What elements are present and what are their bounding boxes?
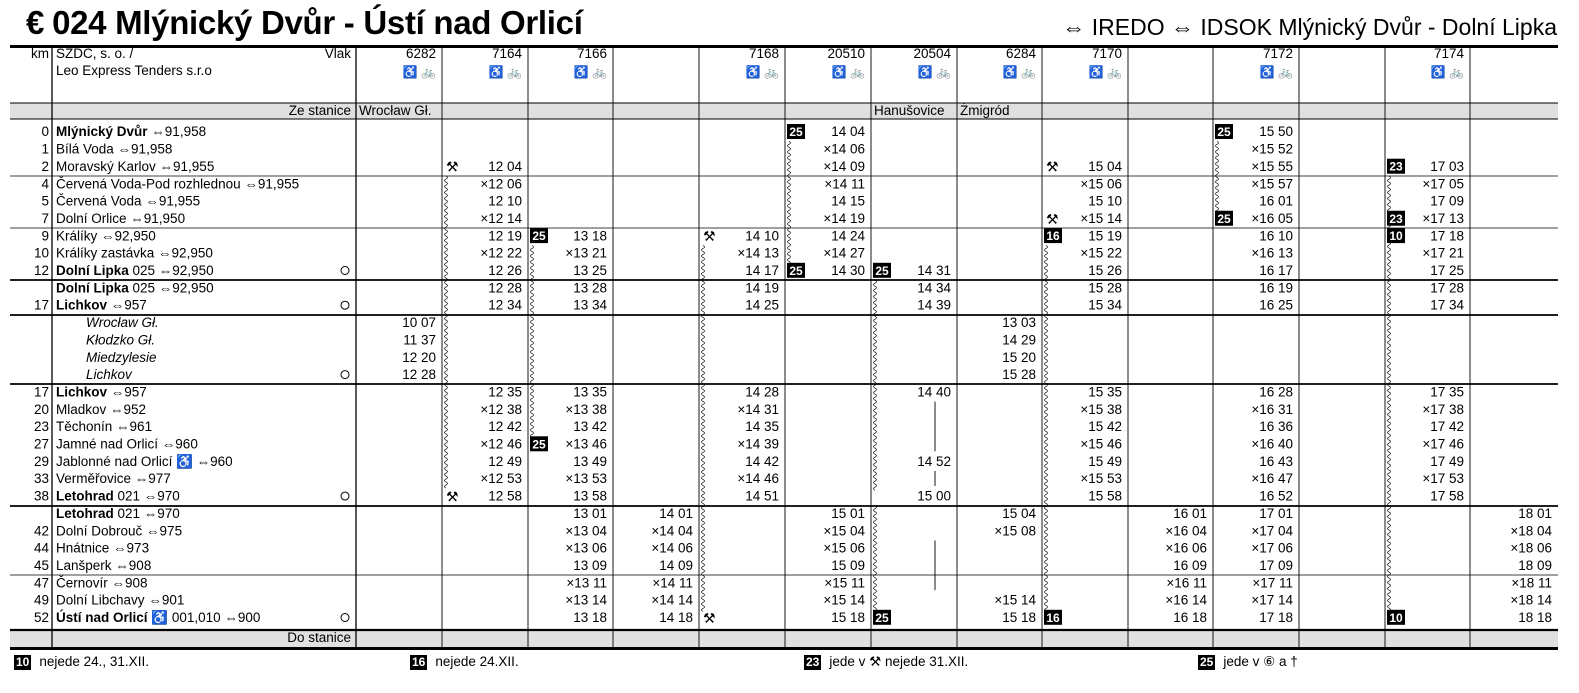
departure-time: ×17 14 [1251, 592, 1293, 608]
departure-time: 14 40 [917, 384, 951, 400]
departure-time: ×12 14 [480, 210, 522, 226]
connection-circle-icon [341, 614, 349, 622]
departure-time: ×14 19 [823, 210, 865, 226]
departure-time: ×13 06 [565, 540, 607, 556]
station-km: 20 [33, 401, 49, 417]
connection-circle-icon [341, 301, 349, 309]
departure-time: ×15 38 [1080, 401, 1122, 417]
station-km: 4 [41, 176, 49, 192]
departure-time: 12 19 [488, 228, 522, 244]
departure-time: ×15 57 [1251, 176, 1293, 192]
departure-time: 14 24 [831, 228, 865, 244]
departure-time: ×16 47 [1251, 471, 1293, 487]
departure-time: 16 09 [1173, 557, 1207, 573]
accessibility-bike-icon: ♿ 🚲 [1002, 65, 1036, 79]
route-title [26, 4, 583, 42]
from-station-band [10, 103, 1558, 119]
departure-time: 13 42 [573, 419, 607, 435]
departure-time: 17 58 [1430, 488, 1464, 504]
station-km: 0 [41, 124, 49, 140]
workday-hammer-icon: ⚒ [446, 158, 459, 175]
footnote-text: jede v ⚒ nejede 31.XII. [829, 654, 969, 669]
departure-time: ×14 13 [737, 245, 779, 261]
departure-time: 17 49 [1430, 453, 1464, 469]
departure-time: ×16 40 [1251, 436, 1293, 452]
departure-time: ×12 38 [480, 401, 522, 417]
departure-time: ×12 06 [480, 176, 522, 192]
station-name: Těchonín ⇔961 [56, 419, 153, 435]
departure-time: 13 58 [573, 488, 607, 504]
departure-time: 16 01 [1259, 193, 1293, 209]
departure-time: 14 30 [831, 263, 865, 278]
note-badge-number: 25 [875, 263, 889, 278]
pass-through-line [445, 176, 448, 488]
workday-hammer-icon: ⚒ [703, 228, 716, 245]
note-badge-number: 16 [1046, 610, 1060, 625]
train-number: 7174 [1433, 46, 1464, 61]
station-name: Ústí nad Orlicí ♿ 001,010 ⇔900 [56, 610, 261, 625]
departure-time: 15 50 [1259, 124, 1293, 140]
departure-time: ×16 11 [1166, 575, 1207, 591]
note-badge-number: 25 [1217, 211, 1231, 226]
departure-time: 17 35 [1430, 384, 1464, 400]
departure-time: ×18 14 [1510, 592, 1552, 608]
departure-time: 15 04 [1088, 158, 1122, 174]
departure-time: 17 18 [1259, 610, 1293, 625]
departure-time: ×17 11 [1252, 575, 1293, 591]
station-name: Letohrad 021 ⇔970 [56, 488, 180, 504]
note-badge-number: 25 [532, 437, 546, 452]
departure-time: 11 37 [403, 332, 436, 348]
accessibility-bike-icon: ♿ 🚲 [917, 65, 951, 79]
departure-time: ×16 06 [1165, 540, 1207, 556]
footnote-10 [14, 654, 149, 670]
station-name: Lanšperk ⇔908 [56, 557, 152, 573]
departure-time: 14 29 [1002, 332, 1036, 348]
departure-time: ×13 11 [566, 575, 607, 591]
from-station-label: Ze stanice [288, 103, 351, 118]
departure-time: ×15 46 [1080, 436, 1122, 452]
station-name: Verměřovice ⇔977 [56, 471, 171, 487]
departure-time: 12 04 [488, 158, 522, 174]
departure-time: ×16 13 [1251, 245, 1293, 261]
station-name: Jamné nad Orlicí ⇔960 [56, 436, 198, 452]
accessibility-bike-icon: ♿ 🚲 [573, 65, 607, 79]
footnote-16 [410, 654, 519, 670]
departure-time: 16 36 [1259, 419, 1293, 435]
departure-time: 15 58 [1088, 488, 1122, 504]
departure-time: 15 04 [1002, 505, 1036, 521]
train-number: 7164 [491, 46, 522, 61]
departure-time: 12 26 [488, 263, 522, 278]
station-km: 47 [33, 575, 49, 591]
departure-time: 13 01 [573, 505, 607, 521]
station-km: 45 [33, 557, 49, 573]
departure-time: 17 09 [1430, 193, 1464, 209]
departure-time: 17 28 [1430, 280, 1464, 296]
departure-time: 17 03 [1430, 158, 1464, 174]
train-origin: Wrocław Gł. [359, 103, 432, 118]
integration-info: ⇔ IREDO ⇔ IDSOK Mlýnický Dvůr - Dolní Lipka [1062, 14, 1557, 40]
departure-time: ×15 06 [823, 540, 865, 556]
departure-time: ×14 04 [651, 523, 693, 539]
departure-time: ×14 39 [737, 436, 779, 452]
footnote-23 [804, 654, 968, 670]
departure-time: 15 18 [831, 610, 865, 625]
departure-time: 12 49 [488, 453, 522, 469]
departure-time: 15 10 [1088, 193, 1122, 209]
departure-time: 15 19 [1088, 228, 1122, 244]
departure-time: ×14 06 [823, 141, 865, 157]
departure-time: 16 25 [1259, 297, 1293, 313]
departure-time: 12 35 [488, 384, 522, 400]
station-name: Moravský Karlov ⇔91,955 [56, 158, 215, 174]
departure-time: 13 49 [573, 453, 607, 469]
departure-time: 14 28 [745, 384, 779, 400]
station-km: 7 [41, 210, 49, 226]
workday-hammer-icon: ⚒ [1046, 158, 1059, 175]
station-km: 12 [33, 263, 49, 278]
departure-time: 18 09 [1518, 557, 1552, 573]
departure-time: 13 18 [573, 228, 607, 244]
accessibility-bike-icon: ♿ 🚲 [831, 65, 865, 79]
departure-time: 12 10 [488, 193, 522, 209]
departure-time: 12 28 [488, 280, 522, 296]
departure-time: 15 35 [1088, 384, 1122, 400]
departure-time: 13 34 [573, 297, 607, 313]
station-name: Králíky zastávka ⇔92,950 [56, 245, 213, 261]
pass-through-line [531, 245, 534, 437]
departure-time: 15 00 [917, 488, 951, 504]
departure-time: ×13 21 [565, 245, 607, 261]
departure-time: ×14 11 [824, 176, 865, 192]
departure-time: ×12 53 [480, 471, 522, 487]
departure-time: ×14 14 [651, 592, 693, 608]
departure-time: 14 25 [745, 297, 779, 313]
station-km: 9 [41, 228, 49, 244]
departure-time: 15 28 [1088, 280, 1122, 296]
departure-time: ×16 31 [1251, 401, 1293, 417]
departure-time: 16 01 [1173, 505, 1207, 521]
departure-time: 16 43 [1259, 453, 1293, 469]
departure-time: 14 10 [745, 228, 779, 244]
workday-hammer-icon: ⚒ [703, 609, 716, 626]
connection-circle-icon [341, 371, 349, 379]
station-name: Bílá Voda ⇔91,958 [56, 141, 173, 157]
departure-time: ×13 04 [565, 523, 607, 539]
pass-through-line [788, 141, 791, 267]
accessibility-bike-icon: ♿ 🚲 [1088, 65, 1122, 79]
pass-through-line [702, 245, 705, 611]
departure-time: 14 39 [917, 297, 951, 313]
footnote-symbol: 16 [412, 655, 426, 669]
pass-through-line [874, 280, 877, 490]
departure-time: ×13 46 [565, 436, 607, 452]
departure-time: 14 09 [659, 557, 693, 573]
station-km: 52 [33, 610, 49, 625]
departure-time: ×14 27 [823, 245, 865, 261]
departure-time: 12 34 [488, 297, 522, 313]
timetable-grid [10, 45, 1558, 650]
note-badge-number: 25 [1217, 125, 1231, 139]
footnote-25 [1198, 654, 1298, 670]
departure-time: 16 19 [1259, 280, 1293, 296]
departure-time: 13 09 [573, 557, 607, 573]
connection-circle-icon [341, 267, 349, 275]
departure-time: 16 10 [1259, 228, 1293, 244]
station-name: Wrocław Gł. [86, 315, 159, 331]
departure-time: 13 25 [573, 263, 607, 278]
station-km: 42 [33, 523, 49, 539]
departure-time: 12 20 [402, 349, 436, 365]
departure-time: 14 31 [917, 263, 951, 278]
departure-time: 12 28 [402, 367, 436, 383]
departure-time: ×13 38 [565, 401, 607, 417]
station-name: Lichkov ⇔957 [56, 384, 147, 400]
departure-time: 14 19 [745, 280, 779, 296]
station-km: 17 [33, 297, 49, 313]
station-km: 10 [33, 245, 49, 261]
accessibility-bike-icon: ♿ 🚲 [488, 65, 522, 79]
train-number: 6282 [405, 46, 436, 61]
station-name: Červená Voda-Pod rozhlednou ⇔91,955 [56, 176, 300, 192]
departure-time: 13 35 [573, 384, 607, 400]
departure-time: 15 42 [1088, 419, 1122, 435]
station-name: Dolní Lipka 025 ⇔92,950 [56, 263, 214, 278]
departure-time: ×15 06 [1080, 176, 1122, 192]
train-number: 7172 [1262, 46, 1293, 61]
departure-time: 17 42 [1430, 419, 1464, 435]
note-badge-number: 23 [1389, 211, 1403, 226]
footnotes [14, 654, 1574, 674]
departure-time: 14 01 [659, 505, 693, 521]
station-name: Kłodzko Gł. [86, 332, 156, 348]
departure-time: 16 18 [1173, 610, 1207, 625]
departure-time: 18 18 [1518, 610, 1552, 625]
departure-time: 15 18 [1002, 610, 1036, 625]
departure-time: 14 35 [745, 419, 779, 435]
train-label: Vlak [324, 46, 351, 61]
departure-time: ×15 14 [823, 592, 865, 608]
note-badge-number: 10 [1389, 229, 1403, 244]
departure-time: 17 01 [1259, 505, 1293, 521]
footnote-symbol: 10 [16, 655, 30, 669]
station-km: 38 [33, 488, 49, 504]
accessibility-bike-icon: ♿ 🚲 [1430, 65, 1464, 79]
departure-time: 16 52 [1259, 488, 1293, 504]
departure-time: ×15 14 [1080, 210, 1122, 226]
departure-time: 16 28 [1259, 384, 1293, 400]
departure-time: ×15 04 [823, 523, 865, 539]
departure-time: ×15 52 [1251, 141, 1293, 157]
departure-time: ×17 13 [1422, 210, 1464, 226]
station-km: 5 [41, 193, 49, 209]
train-number: 7168 [748, 46, 779, 61]
station-name: Hnátnice ⇔973 [56, 540, 150, 556]
departure-time: ×17 53 [1422, 471, 1464, 487]
note-badge-number: 25 [789, 263, 803, 278]
accessibility-bike-icon: ♿ 🚲 [745, 65, 779, 79]
accessibility-bike-icon: ♿ 🚲 [1259, 65, 1293, 79]
departure-time: ×12 46 [480, 436, 522, 452]
station-km: 49 [33, 592, 49, 608]
departure-time: ×18 11 [1511, 575, 1552, 591]
footnote-text: jede v ⑥ a † [1223, 654, 1298, 669]
departure-time: ×13 53 [565, 471, 607, 487]
departure-time: ×16 04 [1165, 523, 1207, 539]
departure-time: 12 58 [488, 488, 522, 504]
departure-time: 14 18 [659, 610, 693, 625]
departure-time: 15 28 [1002, 367, 1036, 383]
station-name: Miedzylesie [86, 349, 157, 365]
departure-time: 15 09 [831, 557, 865, 573]
departure-time: 17 25 [1430, 263, 1464, 278]
station-name: Dolní Libchavy ⇔901 [56, 592, 185, 608]
station-name: Letohrad 021 ⇔970 [56, 505, 180, 521]
note-badge-number: 25 [789, 125, 803, 139]
departure-time: 14 34 [917, 280, 951, 296]
departure-time: 14 04 [831, 124, 865, 140]
departure-time: ×17 04 [1251, 523, 1293, 539]
departure-time: 12 42 [488, 419, 522, 435]
departure-time: 15 26 [1088, 263, 1122, 278]
train-number: 7166 [576, 46, 607, 61]
station-name: Lichkov [86, 367, 132, 383]
train-origin: Hanušovice [874, 103, 945, 118]
departure-time: 13 18 [573, 610, 607, 625]
pass-through-line [874, 506, 877, 614]
to-station-band [10, 630, 1558, 647]
departure-time: 17 09 [1259, 557, 1293, 573]
note-badge-number: 25 [532, 229, 546, 244]
station-km: 1 [41, 141, 49, 157]
accessibility-bike-icon: ♿ 🚲 [402, 65, 436, 79]
departure-time: ×15 08 [994, 523, 1036, 539]
departure-time: ×14 06 [651, 540, 693, 556]
departure-time: ×14 09 [823, 158, 865, 174]
footnote-text: nejede 24., 31.XII. [39, 654, 149, 669]
workday-hammer-icon: ⚒ [446, 488, 459, 505]
station-km: 2 [41, 158, 49, 174]
departure-time: 13 28 [573, 280, 607, 296]
workday-hammer-icon: ⚒ [1046, 210, 1059, 227]
note-badge-number: 10 [1389, 610, 1403, 625]
timetable-header [0, 0, 1579, 44]
train-number: 20510 [827, 46, 865, 61]
carrier-name: Leo Express Tenders s.r.o [56, 63, 212, 78]
station-name: Mlýnický Dvůr ⇔91,958 [56, 124, 207, 140]
departure-time: ×15 55 [1251, 158, 1293, 174]
departure-time: 14 51 [745, 488, 779, 504]
departure-time: 13 03 [1002, 315, 1036, 331]
departure-time: 14 52 [917, 453, 951, 469]
departure-time: ×15 14 [994, 592, 1036, 608]
departure-time: ×17 21 [1422, 245, 1464, 261]
departure-time: 17 18 [1430, 228, 1464, 244]
departure-time: ×14 11 [652, 575, 693, 591]
station-name: Králíky ⇔92,950 [56, 228, 156, 244]
pass-through-line [1216, 141, 1219, 213]
euro-icon: € [26, 4, 45, 41]
departure-time: ×15 22 [1080, 245, 1122, 261]
departure-time: ×16 05 [1251, 210, 1293, 226]
departure-time: ×16 14 [1165, 592, 1207, 608]
footnote-symbol: 25 [1200, 655, 1214, 669]
footnote-symbol: 23 [806, 655, 820, 669]
note-badge-number: 23 [1389, 159, 1403, 174]
departure-time: ×17 46 [1422, 436, 1464, 452]
departure-time: ×13 14 [565, 592, 607, 608]
departure-time: 14 15 [831, 193, 865, 209]
train-number: 20504 [913, 46, 951, 61]
station-name: Černovír ⇔908 [56, 575, 148, 591]
station-km: 33 [33, 471, 49, 487]
station-name: Lichkov ⇔957 [56, 297, 147, 313]
departure-time: ×12 22 [480, 245, 522, 261]
departure-time: 15 20 [1002, 349, 1036, 365]
km-header: km [31, 46, 49, 61]
station-name: Dolní Orlice ⇔91,950 [56, 210, 186, 226]
station-name: Červená Voda ⇔91,955 [56, 193, 201, 209]
train-origin: Żmigród [960, 103, 1010, 118]
route-name: 024 Mlýnický Dvůr - Ústí nad Orlicí [52, 4, 583, 41]
station-km: 27 [33, 436, 49, 452]
train-number: 7170 [1091, 46, 1122, 61]
station-km: 29 [33, 453, 49, 469]
footnote-text: nejede 24.XII. [435, 654, 519, 669]
departure-time: 10 07 [402, 315, 436, 331]
departure-time: 17 34 [1430, 297, 1464, 313]
departure-time: ×17 06 [1251, 540, 1293, 556]
departure-time: ×17 38 [1422, 401, 1464, 417]
departure-time: 15 01 [831, 505, 865, 521]
departure-time: ×18 04 [1510, 523, 1552, 539]
station-km: 44 [33, 540, 49, 556]
departure-time: 14 17 [745, 263, 779, 278]
station-name: Mladkov ⇔952 [56, 401, 147, 417]
station-name: Dolní Dobrouč ⇔975 [56, 523, 183, 539]
station-km: 17 [33, 384, 49, 400]
note-badge-number: 16 [1046, 229, 1060, 244]
departure-time: 18 01 [1518, 505, 1552, 521]
station-name: Dolní Lipka 025 ⇔92,950 [56, 280, 214, 296]
departure-time: 14 42 [745, 453, 779, 469]
departure-time: ×15 53 [1080, 471, 1122, 487]
connection-circle-icon [341, 492, 349, 500]
departure-time: 15 49 [1088, 453, 1122, 469]
departure-time: ×14 46 [737, 471, 779, 487]
departure-time: ×14 31 [737, 401, 779, 417]
note-badge-number: 25 [875, 610, 889, 625]
departure-time: ×17 05 [1422, 176, 1464, 192]
train-number: 6284 [1005, 46, 1036, 61]
departure-time: ×18 06 [1510, 540, 1552, 556]
station-km: 23 [33, 419, 49, 435]
to-station-label: Do stanice [287, 630, 351, 645]
departure-time: ×15 11 [824, 575, 865, 591]
station-name: Jablonné nad Orlicí ♿ ⇔960 [56, 453, 233, 469]
departure-time: 15 34 [1088, 297, 1122, 313]
carrier-name: SŽDC, s. o. / [56, 46, 134, 61]
pass-through-line [1045, 245, 1048, 611]
departure-time: 16 17 [1259, 263, 1293, 278]
